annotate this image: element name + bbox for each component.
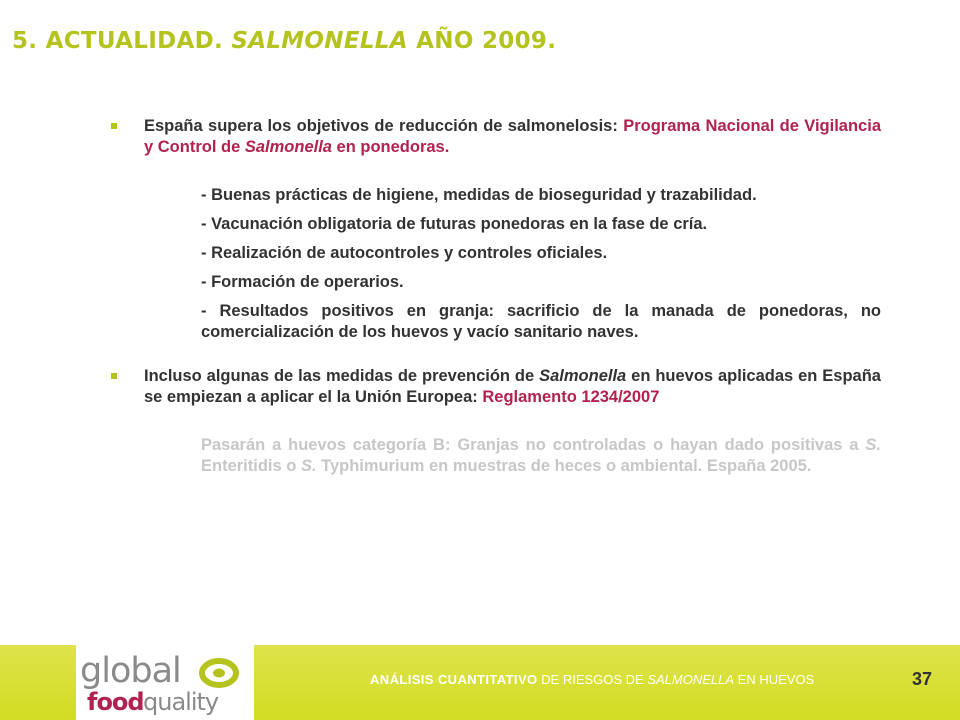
global-food-quality-logo	[76, 645, 254, 720]
slide-content	[107, 116, 881, 477]
logo-word-global: global	[80, 651, 181, 691]
regulation-highlight: Reglamento 1234/2007	[482, 388, 660, 406]
sub-item: - Realización de autocontroles y controles oficiales.	[201, 244, 608, 262]
program-highlight: Programa Nacional de Vigilancia y Control de Salmonella en ponedoras.	[144, 117, 881, 156]
sub-item: - Buenas prácticas de higiene, medidas de bioseguridad y trazabilidad.	[201, 186, 757, 204]
bullet-item: Incluso algunas de las medidas de prevención de Salmonella en huevos aplicadas en España se empiezan a aplicar el la Unión Europea: Reglamento 1234/2007	[107, 366, 881, 408]
sub-item: - Formación de operarios.	[201, 273, 404, 291]
logo-word-food: food	[87, 688, 144, 716]
footer-bar	[0, 645, 960, 720]
target-ring-icon	[198, 657, 240, 689]
footer-caption: ANÁLISIS CUANTITATIVO DE RIESGOS DE SALMONELLA EN HUEVOS	[370, 672, 815, 687]
sub-item: - Resultados positivos en granja: sacrificio de la manada de ponedoras, no comercialización de los huevos y vacío sanitario naves.	[201, 302, 881, 341]
bullet-item: España supera los objetivos de reducción de salmonelosis: Programa Nacional de Vigilancia y Control de Salmonella en ponedoras.	[107, 116, 881, 158]
square-bullet-icon	[111, 373, 117, 379]
slide-title: 5. ACTUALIDAD. SALMONELLA AÑO 2009.	[12, 28, 557, 54]
page-number: 37	[912, 669, 933, 689]
square-bullet-icon	[111, 123, 117, 129]
sub-item: - Vacunación obligatoria de futuras ponedoras en la fase de cría.	[201, 215, 708, 233]
gray-note: Pasarán a huevos categoría B: Granjas no controladas o hayan dado positivas a S. Enteritidis o S. Typhimurium en muestras de heces o ambiental. España 2005.	[201, 436, 881, 475]
logo-word-quality: quality	[143, 688, 219, 716]
